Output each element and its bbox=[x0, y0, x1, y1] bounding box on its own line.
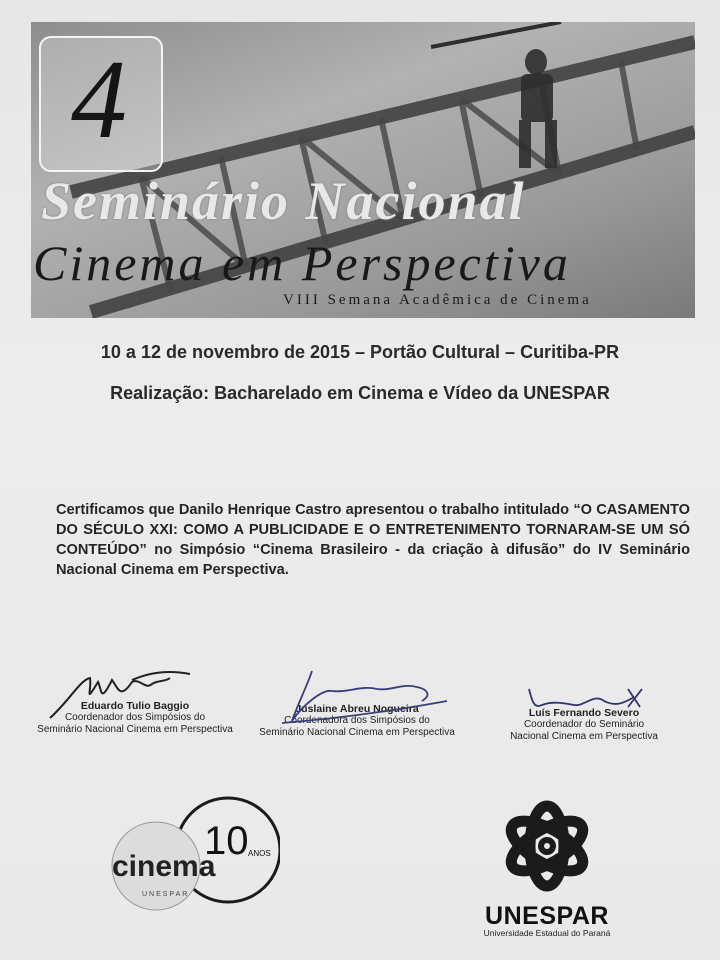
signature-block-1 bbox=[30, 700, 240, 736]
signer-name: Luís Fernando Severo bbox=[528, 707, 640, 719]
signer-role-line2: Seminário Nacional Cinema em Perspectiva bbox=[37, 724, 233, 735]
cinema-sub-label: UNESPAR bbox=[142, 891, 190, 898]
signer-name: Juslaine Abreu Nogueira bbox=[295, 703, 419, 715]
signer-name: Eduardo Tulio Baggio bbox=[80, 700, 190, 712]
unespar-subtitle: Universidade Estadual do Paraná bbox=[483, 928, 611, 938]
banner-title-line1: Seminário Nacional bbox=[41, 171, 526, 231]
cinema-10-anos-logo bbox=[104, 792, 280, 916]
banner-subtitle: VIII Semana Acadêmica de Cinema bbox=[283, 292, 592, 308]
signer-role-line2: Seminário Nacional Cinema em Perspectiva bbox=[259, 727, 455, 738]
handwritten-signature-3 bbox=[524, 681, 654, 721]
signer-role-line1: Coordenador dos Simpósios do bbox=[64, 712, 206, 723]
signature-block-3 bbox=[494, 707, 674, 743]
handwritten-signature-2 bbox=[252, 661, 452, 731]
header-banner bbox=[31, 22, 695, 318]
event-date-location: 10 a 12 de novembro de 2015 – Portão Cultural – Curitiba-PR bbox=[100, 342, 620, 362]
cinema-years-label: ANOS bbox=[248, 849, 271, 858]
unespar-name: UNESPAR bbox=[485, 902, 609, 930]
unespar-logo bbox=[474, 794, 620, 944]
certificate-text: Certificamos que Danilo Henrique Castro apresentou o trabalho intitulado “O CASAMENTO DO SÉCULO XXI: COMO A PUBLICIDADE E O ENTRETENIMENTO TORNARAM-SE UM SÓ CONTEÚDO” no Simpósio “Cinema Brasileiro - da criação à difusão” do IV Seminário Nacional Cinema em Perspectiva. bbox=[56, 502, 690, 578]
cinema-logo-text: cinema bbox=[112, 850, 216, 883]
edition-number: 4 bbox=[71, 38, 127, 162]
signer-role-line1: Coordenadora dos Simpósios do bbox=[284, 715, 430, 726]
handwritten-signature-1 bbox=[40, 660, 200, 720]
signer-role-line1: Coordenador do Seminário bbox=[523, 719, 645, 730]
unespar-emblem-icon bbox=[474, 794, 620, 900]
cinema-years: 10 bbox=[204, 819, 249, 863]
signature-block-2 bbox=[252, 703, 462, 739]
banner-title-line2: Cinema em Perspectiva bbox=[33, 235, 571, 291]
signer-role-line2: Nacional Cinema em Perspectiva bbox=[510, 731, 658, 742]
organizer-line: Realização: Bacharelado em Cinema e Vídeo da UNESPAR bbox=[110, 383, 610, 403]
